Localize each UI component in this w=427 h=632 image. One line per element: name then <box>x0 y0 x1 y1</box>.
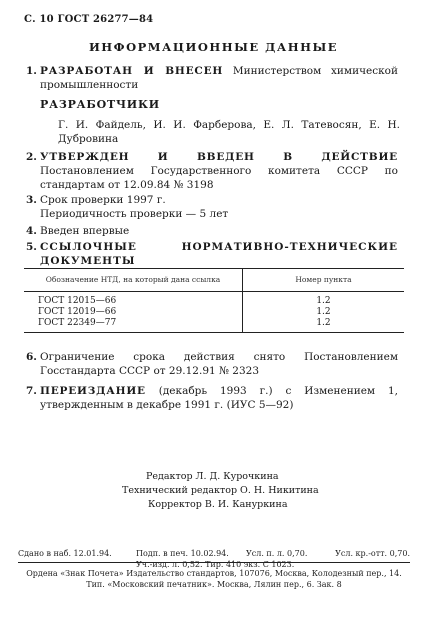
column-header-point: Номер пункта <box>243 269 405 292</box>
item-number: 7. <box>26 385 37 397</box>
document-cell: ГОСТ 22349—77 <box>24 318 243 333</box>
item-number: 4. <box>26 225 37 237</box>
item-label: РАЗРАБОТАН И ВНЕСЕН <box>40 65 224 77</box>
review-year: Срок проверки 1997 г. <box>40 194 166 206</box>
item-text: Введен впервые <box>40 225 130 237</box>
page-header: С. 10 ГОСТ 26277—84 <box>24 14 154 25</box>
item-text: ССЫЛОЧНЫЕ НОРМАТИВНО-ТЕХНИЧЕСКИЕ ДОКУМЕНТЫ <box>40 241 398 267</box>
table-row <box>24 292 404 308</box>
item-label: ПЕРЕИЗДАНИЕ <box>40 385 146 397</box>
editor: Редактор Л. Д. Курочкина <box>146 471 279 482</box>
printer-line: Тип. «Московский печатник». Москва, Лялин пер., 6. Зак. 8 <box>86 580 342 589</box>
item-text: Министерством химической промышленности <box>40 65 398 91</box>
point-cell: 1.2 <box>243 318 405 333</box>
signed-date: Подп. в печ. 10.02.94. <box>136 549 229 558</box>
publisher-line: Ордена «Знак Почета» Издательство стандартов, 107076, Москва, Колодезный пер., 14. <box>26 569 402 578</box>
publisher-footer <box>18 568 410 590</box>
circulation: Уч.-изд. л. 0,52. Тир. 410 экз. С 1023. <box>136 560 295 569</box>
item-number: 1. <box>26 65 37 77</box>
document-cell: ГОСТ 12019—66 <box>24 307 243 318</box>
color-impressions: Усл. кр.-отт. 0,70. <box>335 549 410 558</box>
reference-table <box>24 268 404 333</box>
item-body <box>40 150 398 192</box>
item-text: (декабрь 1993 г.) с Изменением 1, утвержденным в декабре 1991 г. (ИУС 5—92) <box>40 385 398 411</box>
review-frequency: Периодичность проверки — 5 лет <box>40 208 229 220</box>
item-body <box>40 384 398 412</box>
table-row <box>24 318 404 333</box>
column-header-document: Обозначение НТД, на который дана ссылка <box>24 269 243 292</box>
point-cell: 1.2 <box>316 296 331 306</box>
item-text: Постановлением Государственного комитета СССР по стандартам от 12.09.84 № 3198 <box>40 165 398 191</box>
technical-editor: Технический редактор О. Н. Никитина <box>122 485 319 496</box>
footer-divider <box>18 562 410 563</box>
print-sheets: Усл. п. л. 0,70. <box>246 549 308 558</box>
item-body <box>40 193 398 221</box>
page-title: ИНФОРМАЦИОННЫЕ ДАННЫЕ <box>88 40 339 54</box>
item-label: УТВЕРЖДЕН И ВВЕДЕН В ДЕЙСТВИЕ <box>40 151 398 163</box>
point-cell: 1.2 <box>316 307 331 317</box>
item-number: 6. <box>26 351 37 363</box>
item-number: 2. <box>26 151 37 163</box>
developers-list: Г. И. Файдель, И. И. Фарберова, Е. Л. Татевосян, Е. Н. Дубровина <box>58 119 400 145</box>
typeset-date: Сдано в наб. 12.01.94. <box>18 549 112 558</box>
developers-heading: РАЗРАБОТЧИКИ <box>40 98 160 111</box>
document-cell: ГОСТ 12015—66 <box>24 292 243 308</box>
item-text: Ограничение срока действия снято Постановлением Госстандарта СССР от 29.12.91 № 2323 <box>40 351 398 377</box>
table-row <box>24 307 404 318</box>
item-body <box>40 64 398 92</box>
corrector: Корректор В. И. Кануркина <box>148 499 288 510</box>
item-number: 5. <box>26 241 37 253</box>
item-number: 3. <box>26 194 37 206</box>
